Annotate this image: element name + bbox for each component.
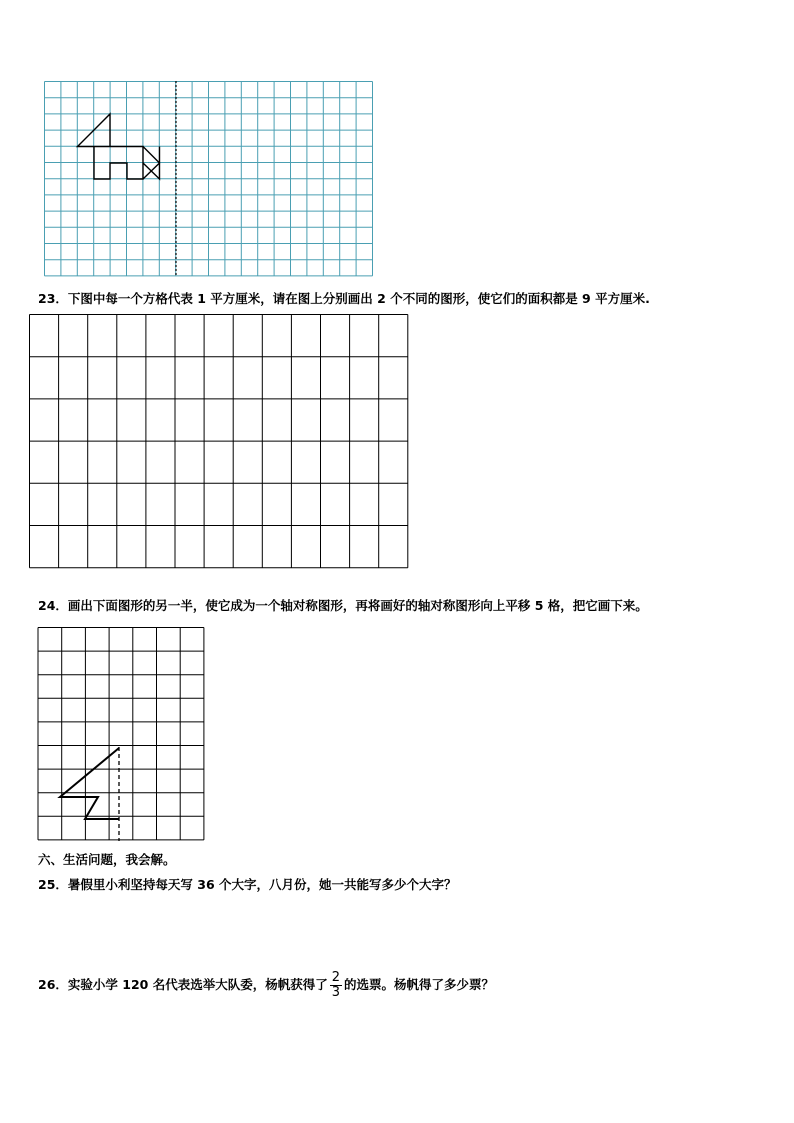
half-figure-outline: [60, 748, 119, 819]
section-6-title: 六、生活问题，我会解。: [38, 852, 176, 867]
symmetry-grid-figure: [44, 81, 374, 278]
small-square-grid: [38, 628, 204, 840]
fraction-denominator: 3: [331, 985, 340, 1000]
question-24: [38, 598, 648, 614]
question-26-text-after: 的选票。杨帆得了多少票？: [344, 977, 495, 992]
question-26: [38, 968, 494, 1002]
question-23-number: 23．: [38, 291, 68, 306]
question-25-text: 暑假里小利坚持每天写 36 个大字，八月份，她一共能写多少个大字？: [67, 877, 457, 892]
area-drawing-grid: [29, 314, 409, 570]
question-25: [38, 877, 457, 893]
fraction-two-thirds: [330, 971, 342, 1000]
big-square-grid: [30, 315, 408, 568]
axis-symmetry-grid: [37, 627, 207, 843]
fraction-numerator: 2: [331, 970, 340, 985]
question-26-text-before: 实验小学 120 名代表选举大队委，杨帆获得了: [67, 977, 328, 992]
question-23: [38, 291, 650, 307]
question-25-number: 25．: [38, 877, 68, 892]
question-26-number: 26．: [38, 977, 68, 992]
question-23-text: 下图中每一个方格代表 1 平方厘米，请在图上分别画出 2 个不同的图形，使它们的面积都是 9 平方厘米.: [67, 291, 650, 306]
question-24-number: 24．: [38, 598, 68, 613]
question-24-text: 画出下面图形的另一半，使它成为一个轴对称图形，再将画好的轴对称图形向上平移 5 格，把它画下来。: [67, 598, 648, 613]
